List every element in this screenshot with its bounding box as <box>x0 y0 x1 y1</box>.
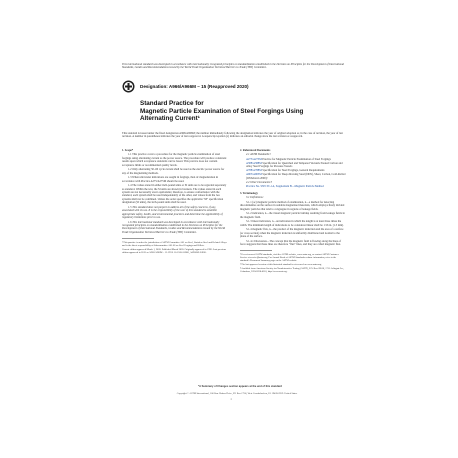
right-column <box>240 148 346 274</box>
astm-standards-heading: 2.1 ASTM Standards:² <box>246 153 271 157</box>
reference-text: Specification for Deep-Drawing Steel (DDS), Sheet, Carbon, Cold-Rolled (Withdrawn 2000)³ <box>246 173 346 180</box>
header-notice: This international standard was developed in accordance with internationally recognized principles on standardization established in the Decision on Principles for the Development of International Standards, Guides and Recommendations issued by the World Trade Organization Technical Barriers to Trade (TBT) Committee. <box>122 63 345 70</box>
scope-heading: 1. Scope* <box>122 149 134 152</box>
title-line: Standard Practice for <box>140 100 204 107</box>
page-number: 1 <box>230 398 232 401</box>
scope-paragraph: 1.4 The values stated in either inch-pound units or SI units are to be regarded separately as standard. Within the text, the SI units are shown in brackets. The values stated in each system are not necessarily exact equivalents; therefore, to ensure conformance with the standard, each system shall be used independently of the other, and values from the two systems shall not be combined. Unless the order specifies the applicable "M" specification designation (SI units), the inch-pound units shall be used. <box>122 184 227 205</box>
designation: Designation: A966/A966M – 15 (Reapproved 2020) <box>140 84 249 89</box>
other-documents-heading: 2.2 Other Documents:⁴ <box>246 180 272 184</box>
reference-text: Specification for Quenched and Tempered Vacuum-Treated Carbon and Alloy Steel Forgings for Pressure Vessels <box>246 162 343 169</box>
other-reference-text[interactable]: Practice No. SNT-TC-1A, Supplement B—Magnetic Particle Method <box>246 185 324 189</box>
footnote: ³ The last approved version of this historical standard is referenced on www.astm.org. <box>240 263 322 267</box>
astm-logo-icon <box>122 80 135 93</box>
scope-paragraph: 1.2 Only alternating 50–60 cycle current shall be used as the electric power source for any of the magnetizing methods. <box>122 168 225 175</box>
title-line: Magnetic Particle Examination of Steel Forgings Using <box>140 107 304 115</box>
definition-paragraph: 3.1.3 linear indication, n—an indication in which the length is at least three times the width. The minimum length of indications to be considered linear shall be 1/16 in. [1.5 mm]. <box>240 220 344 227</box>
footnote-divider <box>240 250 272 251</box>
copyright-line: Copyright © ASTM International, 100 Barr Harbor Drive, PO Box C700, West Conshohocken, PA 19428-2959. United States <box>176 392 298 395</box>
scope-paragraph: 1.5 This standard does not purport to address all of the safety concerns, if any, associated with its use. It is the responsibility of the user of this standard to establish appropriate safety, health, and environmental practices and determine the applicability of regulatory limitations prior to use. <box>122 205 223 220</box>
footnote: Current edition approved March 1, 2020. Published March 2020. Originally approved in 1996. Last previous edition approved in 2015 as A966/A966M – 15. DOI: 10.1520/A0966_A0966M-15R20. <box>122 248 226 255</box>
definition-paragraph: 3.1.1 (ac) magnetic particle method of examination, n—a method for detecting discontinuities on the surface in suitable magnetized materials, which employs finely divided magnetic particles that tend to congregate in regions of leakage fields. <box>240 200 345 211</box>
scope-paragraph: 1.1 This practice covers a procedure for the magnetic particle examination of steel forgings using alternating current as the power source. The procedure will produce consistent results upon which acceptance standards can be based. This practice does not contain acceptance limits or recommended quality levels. <box>122 153 227 167</box>
reference-code-link[interactable]: A388/A388M <box>246 162 262 165</box>
terminology-heading: 3. Terminology <box>240 191 258 195</box>
scope-paragraph: 1.6 This international standard was developed in accordance with internationally recognized principles on standardization established in the Decision on Principles for the Development of International Standards, Guides and Recommendations issued by the World Trade Organization Technical Barriers to Trade (TBT) Committee. <box>122 220 226 234</box>
reference-item[interactable] <box>240 162 346 169</box>
definitions-heading: 3.1 Definitions: <box>246 196 264 200</box>
definition-paragraph: 3.1.4 magnetic flux, n—the product of the magnetic induction and the area of a surface (or cross section) when the magnetic induction is uniformly distributed and normal to the plane of the surface. <box>240 228 344 239</box>
footnote: ⁴ Available from American Society for Nondestructive Testing (ASNT), P.O. Box 28518, 1711 Arlingate Ln., Columbus, OH 43228-0518, http://www.asnt.org. <box>240 267 345 274</box>
reference-text: Practice for Magnetic Particle Examination of Steel Forgings <box>262 158 331 161</box>
footnote: ² For referenced ASTM standards, visit the ASTM website, www.astm.org, or contact ASTM Customer Service at service@astm.org. For Annual Book of ASTM Standards volume information, refer to the standard's Document Summary page on the ASTM website. <box>240 253 339 263</box>
other-reference-link[interactable] <box>240 185 346 188</box>
reference-code-link[interactable]: A788/A788M <box>246 169 262 173</box>
title-line: Alternating Current¹ <box>140 115 200 123</box>
footnote-divider <box>122 238 154 239</box>
footnote: ¹ This practice is under the jurisdiction of ASTM Committee A01 on Steel, Stainless Steel and Related Alloys and is the direct responsibility of Subcommittee A01.06 on Steel Forgings and Billets. <box>122 241 227 248</box>
definition-paragraph: 3.1.4.1 Discussion—The concept that the magnetic field is flowing along the lines of force suggests that these lines are therefore "flux" lines, and they are called magnetic flux. <box>240 239 341 247</box>
summary-of-changes-note: *A Summary of Changes section appears at the end of this standard <box>198 385 282 388</box>
reference-item[interactable] <box>240 158 346 161</box>
reference-item[interactable] <box>240 173 346 180</box>
reference-item[interactable] <box>240 169 346 172</box>
refs-heading: 2. Referenced Documents <box>240 149 271 152</box>
document-title <box>140 100 360 123</box>
reference-code-link[interactable]: A275/A275M <box>246 158 262 161</box>
reference-code-link[interactable]: A903/A903M <box>246 173 262 177</box>
scope-paragraph: 1.3 When ultraviolet indications are sought in forgings, then dc magnetization in accordance with Practice A275/A275M should be used. <box>122 176 219 183</box>
standard-note: This standard is issued under the fixed designation A966/A966M; the number immediately following the designation indicates the year of original adoption or, in the case of revision, the year of last revision. A number in parentheses indicates the year of last reapproval. A superscript epsilon (ε) indicates an editorial change since the last revision or reapproval. <box>122 132 343 139</box>
definition-paragraph: 3.1.2 indication, n—the visual magnetic particle buildup resulting from leakage fields in the magnetic field. <box>240 212 345 219</box>
left-column <box>122 148 228 255</box>
reference-text: Specification for Steel Forgings, General Requirements <box>262 169 325 173</box>
